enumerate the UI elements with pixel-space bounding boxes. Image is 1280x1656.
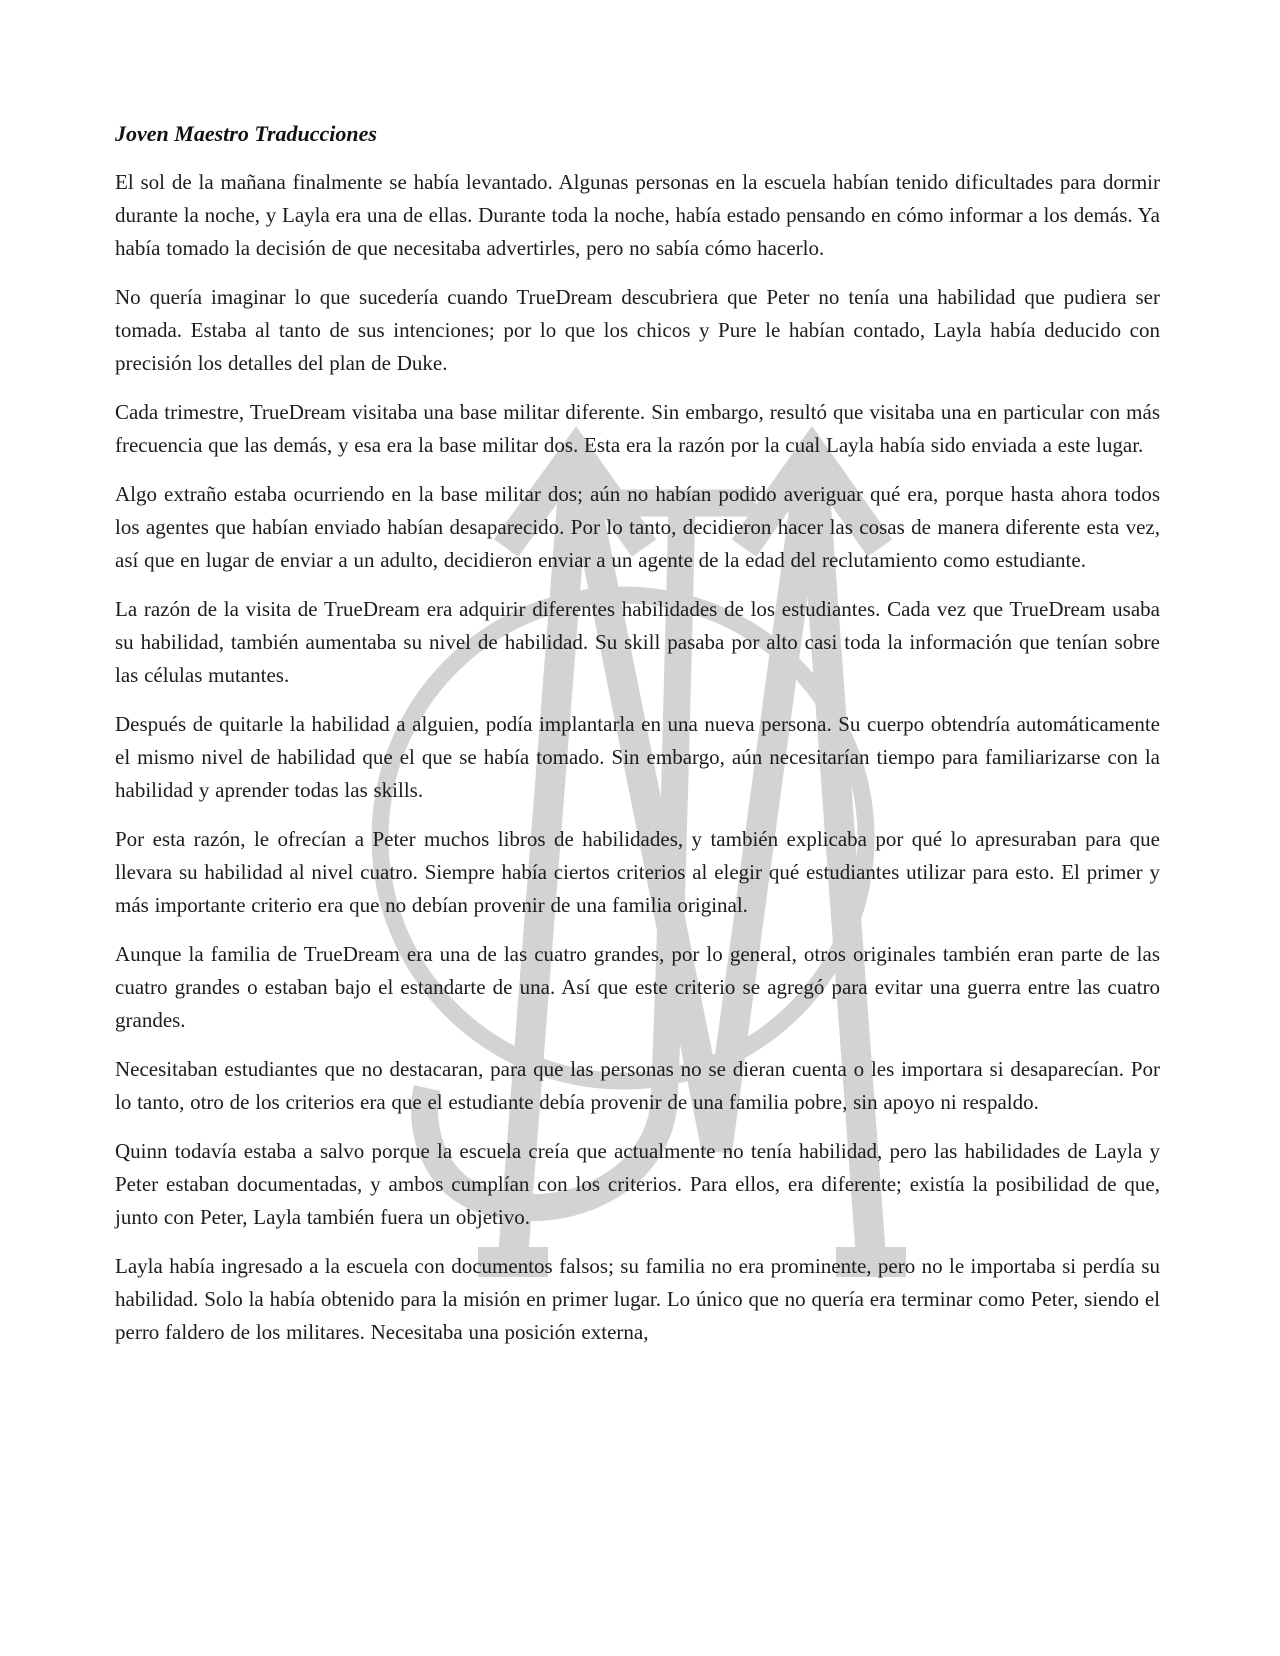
paragraph: Quinn todavía estaba a salvo porque la escuela creía que actualmente no tenía habilidad, pero las habilidades de Layla y Peter estaban documentadas, y ambos cumplían con los criterios. Para ellos, era diferente; existía la posibilidad de que, junto con Peter, Layla también fuera un objetivo. xyxy=(115,1139,1160,1229)
paragraph: Necesitaban estudiantes que no destacaran, para que las personas no se dieran cuenta o les importara si desaparecían. Por lo tanto, otro de los criterios era que el estudiante debía provenir de una familia pobre, sin apoyo ni respaldo. xyxy=(115,1057,1160,1114)
paragraph: Algo extraño estaba ocurriendo en la base militar dos; aún no habían podido averiguar qué era, porque hasta ahora todos los agentes que habían enviado habían desaparecido. Por lo tanto, decidieron hacer las cosas de manera diferente esta vez, así que en lugar de enviar a un adulto, decidieron enviar a un agente de la edad del reclutamiento como estudiante. xyxy=(115,482,1160,572)
paragraph-container xyxy=(115,166,1160,1349)
paragraph: El sol de la mañana finalmente se había levantado. Algunas personas en la escuela habían tenido dificultades para dormir durante la noche, y Layla era una de ellas. Durante toda la noche, había estado pensando en cómo informar a los demás. Ya había tomado la decisión de que necesitaba advertirles, pero no sabía cómo hacerlo. xyxy=(115,170,1160,260)
paragraph: No quería imaginar lo que sucedería cuando TrueDream descubriera que Peter no tenía una habilidad que pudiera ser tomada. Estaba al tanto de sus intenciones; por lo que los chicos y Pure le habían contado, Layla había deducido con precisión los detalles del plan de Duke. xyxy=(115,285,1160,375)
page-title: Joven Maestro Traducciones xyxy=(115,121,377,146)
paragraph: Layla había ingresado a la escuela con documentos falsos; su familia no era prominente, pero no le importaba si perdía su habilidad. Solo la había obtenido para la misión en primer lugar. Lo único que no quería era terminar como Peter, siendo el perro faldero de los militares. Necesitaba una posición externa, xyxy=(115,1254,1160,1344)
paragraph: Después de quitarle la habilidad a alguien, podía implantarla en una nueva persona. Su cuerpo obtendría automáticamente el mismo nivel de habilidad que el que se había tomado. Sin embargo, aún necesitarían tiempo para familiarizarse con la habilidad y aprender todas las skills. xyxy=(115,712,1160,802)
paragraph: Aunque la familia de TrueDream era una de las cuatro grandes, por lo general, otros originales también eran parte de las cuatro grandes o estaban bajo el estandarte de una. Así que este criterio se agregó para evitar una guerra entre las cuatro grandes. xyxy=(115,942,1160,1032)
paragraph: Cada trimestre, TrueDream visitaba una base militar diferente. Sin embargo, resultó que visitaba una en particular con más frecuencia que las demás, y esa era la base militar dos. Esta era la razón por la cual Layla había sido enviada a este lugar. xyxy=(115,400,1160,457)
paragraph: Por esta razón, le ofrecían a Peter muchos libros de habilidades, y también explicaba por qué lo apresuraban para que llevara su habilidad al nivel cuatro. Siempre había ciertos criterios al elegir qué estudiantes utilizar para esto. El primer y más importante criterio era que no debían provenir de una familia original. xyxy=(115,827,1160,917)
paragraph: La razón de la visita de TrueDream era adquirir diferentes habilidades de los estudiantes. Cada vez que TrueDream usaba su habilidad, también aumentaba su nivel de habilidad. Su skill pasaba por alto casi toda la información que tenían sobre las células mutantes. xyxy=(115,597,1160,687)
